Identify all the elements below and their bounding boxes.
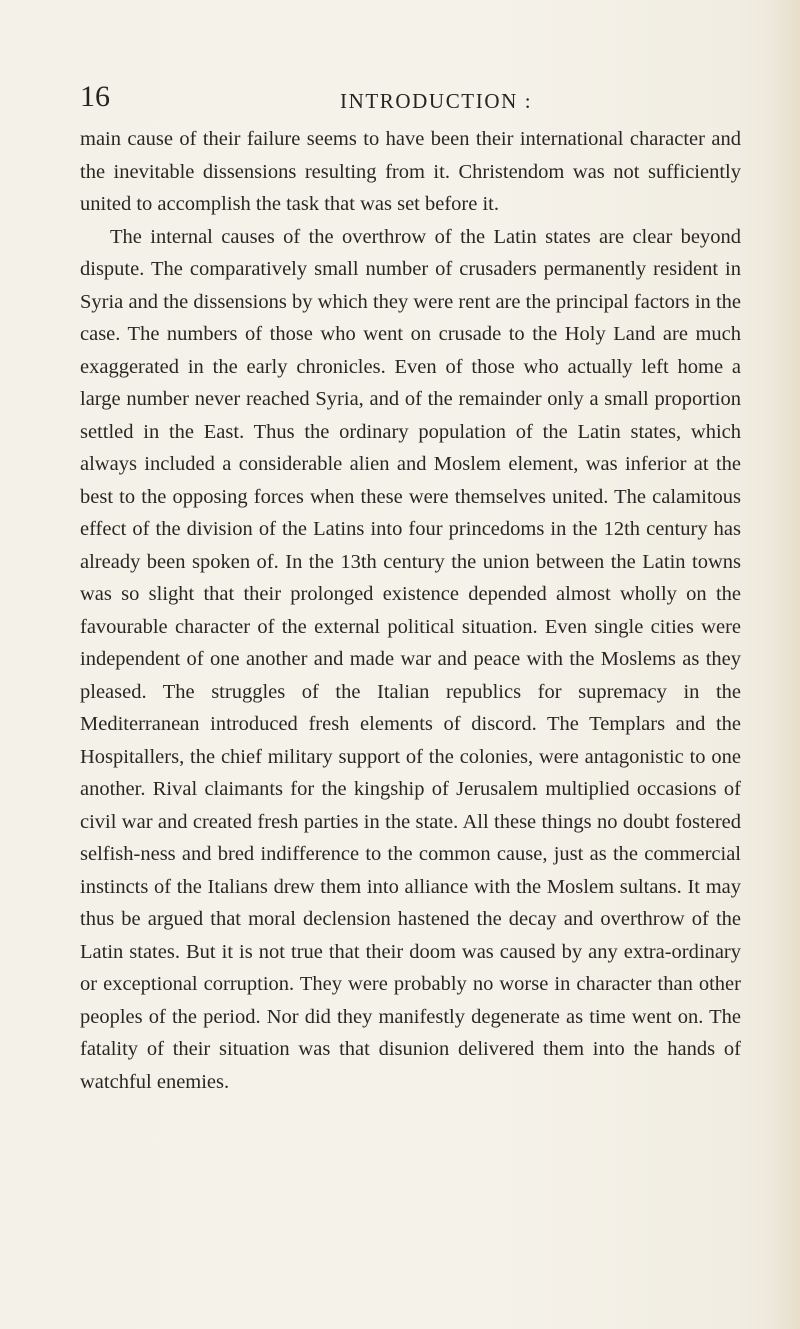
paragraph-continuation: main cause of their failure seems to have been their international character and the inevitable dissensions resulting from it. Christendom was not sufficiently united to accomplish the task that was set before it. <box>80 128 741 215</box>
running-head: INTRODUCTION : <box>340 89 533 113</box>
page-number: 16 <box>80 80 110 113</box>
paragraph-internal-causes: The internal causes of the overthrow of the Latin states are clear beyond dispute. The comparatively small number of crusaders permanently resident in Syria and the dissensions by which they were rent are the principal factors in the case. The numbers of those who went on crusade to the Holy Land are much exaggerated in the early chronicles. Even of those who actually left home a large number never reached Syria, and of the remainder only a small proportion settled in the East. Thus the ordinary population of the Latin states, which always included a considerable alien and Moslem element, was inferior at the best to the opposing forces when these were themselves united. The calamitous effect of the division of the Latins into four princedoms in the 12th century has already been spoken of. In the 13th century the union between the Latin towns was so slight that their prolonged existence depended almost wholly on the favourable character of the external political situation. Even single cities were independent of one another and made war and peace with the Moslems as they pleased. The struggles of the Italian republics for supremacy in the Mediterranean introduced fresh elements of discord. The Templars and the Hospitallers, the chief military support of the colonies, were antagonistic to one another. Rival claimants for the kingship of Jerusalem multiplied occasions of civil war and created fresh parties in the state. All these things no doubt fostered selfish-ness and bred indifference to the common cause, just as the commercial instincts of the Italians drew them into alliance with the Moslem sultans. It may thus be argued that moral declension hastened the decay and overthrow of the Latin states. But it is not true that their doom was caused by any extra-ordinary or exceptional corruption. They were probably no worse in character than other peoples of the period. Nor did they manifestly degenerate as time went on. The fatality of their situation was that disunion delivered them into the hands of watchful enemies. <box>80 225 741 1093</box>
page-header <box>0 82 800 116</box>
page-edge-discoloration <box>774 0 800 1329</box>
body-text <box>80 123 741 1098</box>
